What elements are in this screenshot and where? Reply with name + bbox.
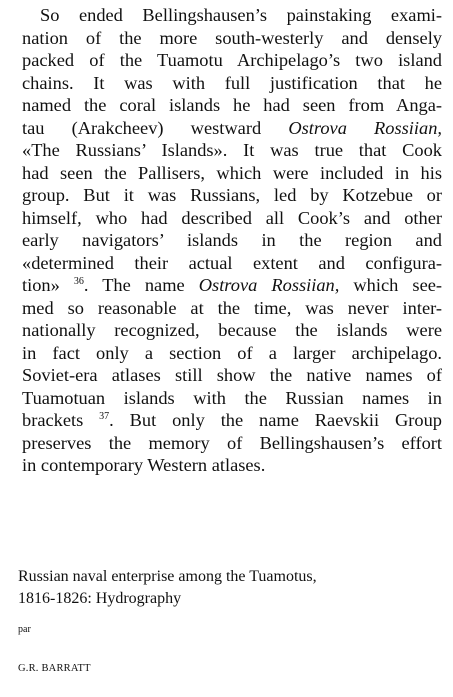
italic-term: Ostrova Rossiian, xyxy=(288,117,442,138)
passage-text: . But only the name Raevskii Group xyxy=(109,410,443,430)
article-title xyxy=(18,566,317,610)
italic-term: Ostrova Rossiian, xyxy=(198,275,340,295)
passage-line: Soviet-era atlases still show the native names of xyxy=(22,365,442,385)
article-title-line: 1816-1826: Hydrography xyxy=(18,590,182,607)
passage-text: which see- xyxy=(339,275,443,295)
passage-line: nation of the more south-westerly and densely xyxy=(22,27,442,48)
passage-line: So ended Bellingshausen’s painstaking exami- xyxy=(40,5,442,25)
passage-line: group. But it was Russians, led by Kotzebue or xyxy=(22,185,442,205)
passage-line: nationally recognized, because the islands were xyxy=(22,320,442,340)
passage-text: tau (Arakcheev) westward xyxy=(22,117,289,138)
passage-line: early navigators’ islands in the region and xyxy=(22,230,442,250)
by-label: par xyxy=(18,624,31,635)
passage-text: . The name xyxy=(83,275,199,295)
passage-text: brackets xyxy=(22,410,100,430)
passage-line xyxy=(22,274,442,297)
author-name: G.R. BARRATT xyxy=(18,663,91,674)
passage-line: «The Russians’ Islands». It was true that Cook xyxy=(22,140,442,160)
passage-line: in fact only a section of a larger archipelago. xyxy=(22,342,442,363)
passage-line: preserves the memory of Bellingshausen’s effort xyxy=(22,432,442,453)
body-passage xyxy=(22,4,442,477)
passage-line: med so reasonable at the time, was never inter- xyxy=(22,297,442,318)
article-title-line: Russian naval enterprise among the Tuamotus, xyxy=(18,568,317,585)
passage-line: himself, who had described all Cook’s and other xyxy=(22,207,442,228)
footnote-ref: 36 xyxy=(73,275,84,287)
passage-text: tion» xyxy=(22,275,74,295)
passage-line: «determined their actual extent and configura- xyxy=(22,252,442,273)
passage-line: Tuamotuan islands with the Russian names in xyxy=(22,387,442,408)
passage-line: in contemporary Western atlases. xyxy=(22,455,266,475)
passage-line: named the coral islands he had seen from Anga- xyxy=(22,95,442,115)
passage-line: had seen the Pallisers, which were included in his xyxy=(22,162,442,183)
passage-line xyxy=(22,409,442,432)
footnote-ref: 37 xyxy=(99,410,110,422)
passage-line: packed of the Tuamotu Archipelago’s two island xyxy=(22,50,442,70)
passage-line xyxy=(22,117,442,140)
passage-line: chains. It was with full justification that he xyxy=(22,72,442,93)
